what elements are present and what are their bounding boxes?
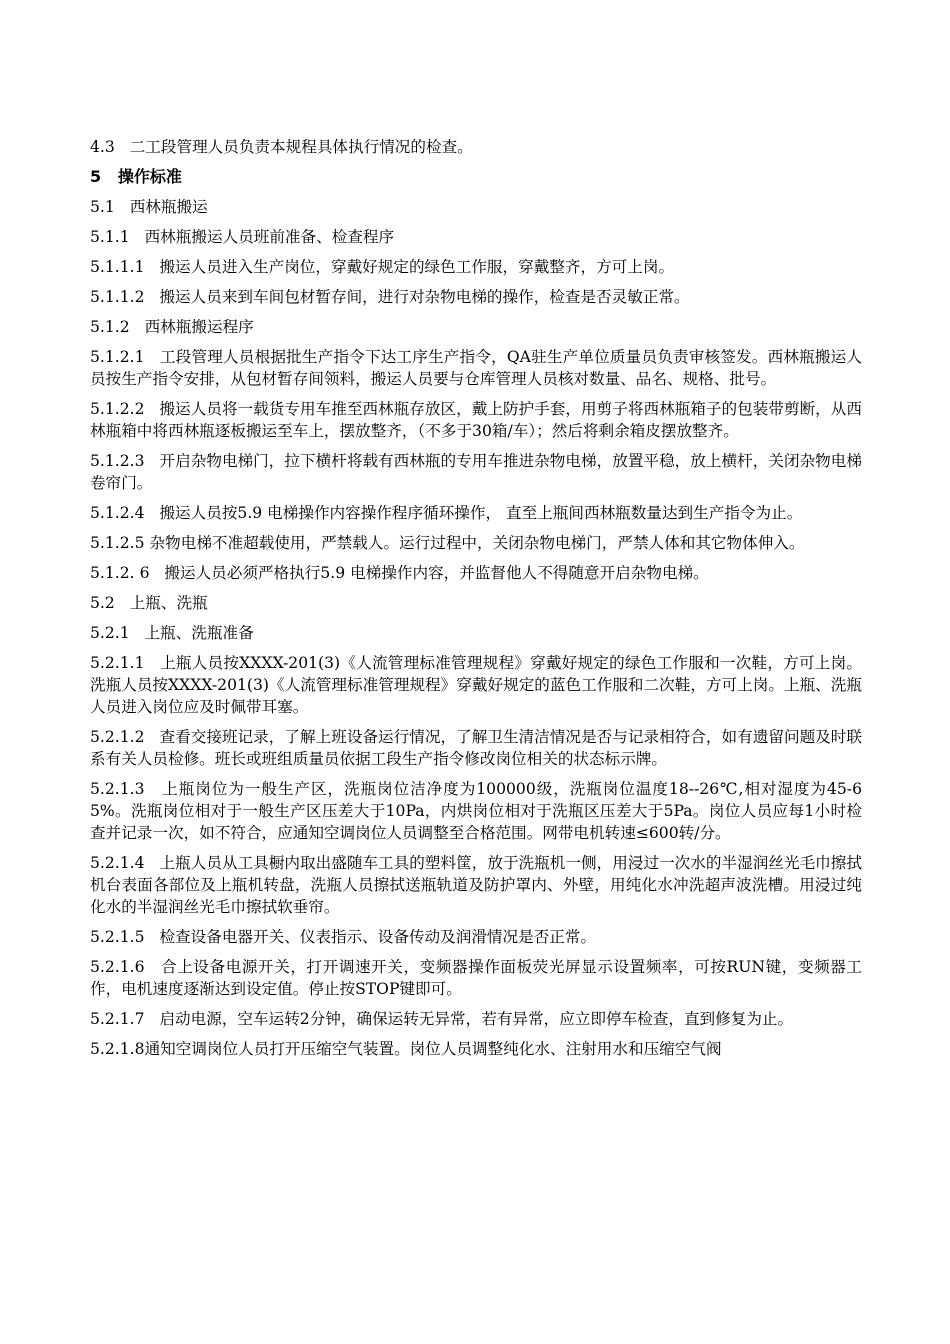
paragraph-5-2-1-6 [90, 956, 862, 1000]
section-number: 5.1 [90, 198, 115, 216]
section-number: 5.1.2 [90, 318, 130, 336]
section-number: 4.3 [90, 138, 115, 156]
paragraph-5-1-1 [90, 226, 862, 248]
section-number: 5.2.1 [90, 624, 130, 642]
section-number: 5.1.2.1 [90, 348, 145, 366]
section-number: 5.1.2. 6 [90, 564, 150, 582]
paragraph-text: 合上设备电源开关，打开调速开关，变频器操作面板荧光屏显示设置频率，可按RUN键，变频器工作，电机速度逐渐达到设定值。停止按STOP键即可。 [90, 958, 863, 998]
section-heading-5 [90, 166, 862, 188]
paragraph-5-1-2-5 [90, 532, 862, 554]
paragraph-5-2 [90, 592, 862, 614]
paragraph-text: 上瓶岗位为一般生产区，洗瓶岗位洁净度为100000级，洗瓶岗位温度18--26℃,相对湿度为45-65%。洗瓶岗位相对于一般生产区压差大于10Pa，内烘岗位相对于洗瓶区压差大于5Pa。岗位人员应每1小时检查并记录一次，如不符合，应通知空调岗位人员调整至合格范围。网带电机转速≤600转/分。 [90, 780, 862, 842]
paragraph-5-1 [90, 196, 862, 218]
section-number: 5.2.1.7 [90, 1010, 145, 1028]
section-number: 5.2.1.3 [90, 780, 145, 798]
paragraph-5-1-2-2 [90, 398, 862, 442]
paragraph-5-1-2-4 [90, 502, 862, 524]
document-body [90, 136, 862, 1068]
paragraph-5-1-1-1 [90, 256, 862, 278]
paragraph-5-2-1-2 [90, 726, 862, 770]
paragraph-5-1-1-2 [90, 286, 862, 308]
section-number: 5.2.1.6 [90, 958, 145, 976]
paragraph-text: 二工段管理人员负责本规程具体执行情况的检查。 [129, 138, 473, 156]
section-number: 5.2 [90, 594, 115, 612]
paragraph-5-1-2-6 [90, 562, 862, 584]
section-number: 5.2.1.1 [90, 654, 145, 672]
section-number: 5.1.1 [90, 228, 130, 246]
paragraph-text: 上瓶人员按XXXX-201(3)《人流管理标准管理规程》穿戴好规定的绿色工作服和一次鞋，方可上岗。洗瓶人员按XXXX-201(3)《人流管理标准管理规程》穿戴好规定的蓝色工作服和二次鞋，方可上岗。上瓶、洗瓶人员进入岗位应及时佩带耳塞。 [90, 654, 862, 716]
section-number: 5.1.1.2 [90, 288, 145, 306]
paragraph-text: 上瓶、洗瓶 [129, 594, 208, 612]
paragraph-text: 搬运人员将一载货专用车推至西林瓶存放区，戴上防护手套，用剪子将西林瓶箱子的包装带剪断，从西林瓶箱中将西林瓶逐板搬运至车上，摆放整齐，（不多于30箱/车）；然后将剩余箱皮摆放整齐。 [90, 400, 862, 440]
section-number: 5 [90, 167, 102, 186]
paragraph-5-2-1 [90, 622, 862, 644]
paragraph-5-1-2-1 [90, 346, 862, 390]
section-number: 5.2.1.2 [90, 728, 145, 746]
paragraph-text: 搬运人员进入生产岗位，穿戴好规定的绿色工作服，穿戴整齐，方可上岗。 [159, 258, 675, 276]
section-number: 5.1.2.2 [90, 400, 145, 418]
paragraph-text: 西林瓶搬运程序 [144, 318, 254, 336]
paragraph-text: 搬运人员必须严格执行5.9 电梯操作内容，并监督他人不得随意开启杂物电梯。 [164, 564, 709, 582]
section-number: 5.1.2.3 [90, 452, 145, 470]
paragraph-text: 开启杂物电梯门，拉下横杆将载有西林瓶的专用车推进杂物电梯，放置平稳，放上横杆，关闭杂物电梯卷帘门。 [90, 452, 862, 492]
section-number: 5.2.1.4 [90, 854, 145, 872]
paragraph-text: 工段管理人员根据批生产指令下达工序生产指令，QA驻生产单位质量员负责审核签发。西林瓶搬运人员按生产指令安排，从包材暂存间领料，搬运人员要与仓库管理人员核对数量、品名、规格、批号。 [90, 348, 863, 388]
paragraph-5-1-2 [90, 316, 862, 338]
section-number: 5.2.1.8 [90, 1040, 145, 1058]
paragraph-text: 西林瓶搬运人员班前准备、检查程序 [144, 228, 395, 246]
paragraph-text: 启动电源，空车运转2分钟，确保运转无异常，若有异常，应立即停车检查，直到修复为止。 [159, 1010, 794, 1028]
paragraph-text: 通知空调岗位人员打开压缩空气装置。岗位人员调整纯化水、注射用水和压缩空气阀 [144, 1040, 722, 1058]
paragraph-text: 搬运人员按5.9 电梯操作内容操作程序循环操作， 直至上瓶间西林瓶数量达到生产指令为止。 [159, 504, 803, 522]
paragraph-text: 西林瓶搬运 [129, 198, 208, 216]
paragraph-text: 搬运人员来到车间包材暂存间，进行对杂物电梯的操作，检查是否灵敏正常。 [159, 288, 690, 306]
paragraph-4-3 [90, 136, 862, 158]
paragraph-5-2-1-1 [90, 652, 862, 718]
paragraph-5-2-1-7 [90, 1008, 862, 1030]
paragraph-5-2-1-8 [90, 1038, 862, 1060]
section-number: 5.1.2.5 [90, 534, 145, 552]
section-title: 操作标准 [117, 167, 182, 186]
section-number: 5.2.1.5 [90, 928, 145, 946]
paragraph-text: 上瓶人员从工具橱内取出盛随车工具的塑料筐，放于洗瓶机一侧，用浸过一次水的半湿润丝光毛巾擦拭机台表面各部位及上瓶机转盘，洗瓶人员擦拭送瓶轨道及防护罩内、外壁，用纯化水冲洗超声波洗槽。用浸过纯化水的半湿润丝光毛巾擦拭软垂帘。 [90, 854, 862, 916]
paragraph-text: 上瓶、洗瓶准备 [144, 624, 254, 642]
section-number: 5.1.2.4 [90, 504, 145, 522]
section-number: 5.1.1.1 [90, 258, 145, 276]
paragraph-5-2-1-3 [90, 778, 862, 844]
paragraph-text: 查看交接班记录，了解上班设备运行情况，了解卫生清洁情况是否与记录相符合，如有遗留问题及时联系有关人员检修。班长或班组质量员依据工段生产指令修改岗位相关的状态标示牌。 [90, 728, 862, 768]
paragraph-5-2-1-5 [90, 926, 862, 948]
paragraph-5-1-2-3 [90, 450, 862, 494]
paragraph-text: 杂物电梯不准超载使用，严禁载人。运行过程中，关闭杂物电梯门，严禁人体和其它物体伸入。 [149, 534, 805, 552]
paragraph-5-2-1-4 [90, 852, 862, 918]
paragraph-text: 检查设备电器开关、仪表指示、设备传动及润滑情况是否正常。 [159, 928, 597, 946]
